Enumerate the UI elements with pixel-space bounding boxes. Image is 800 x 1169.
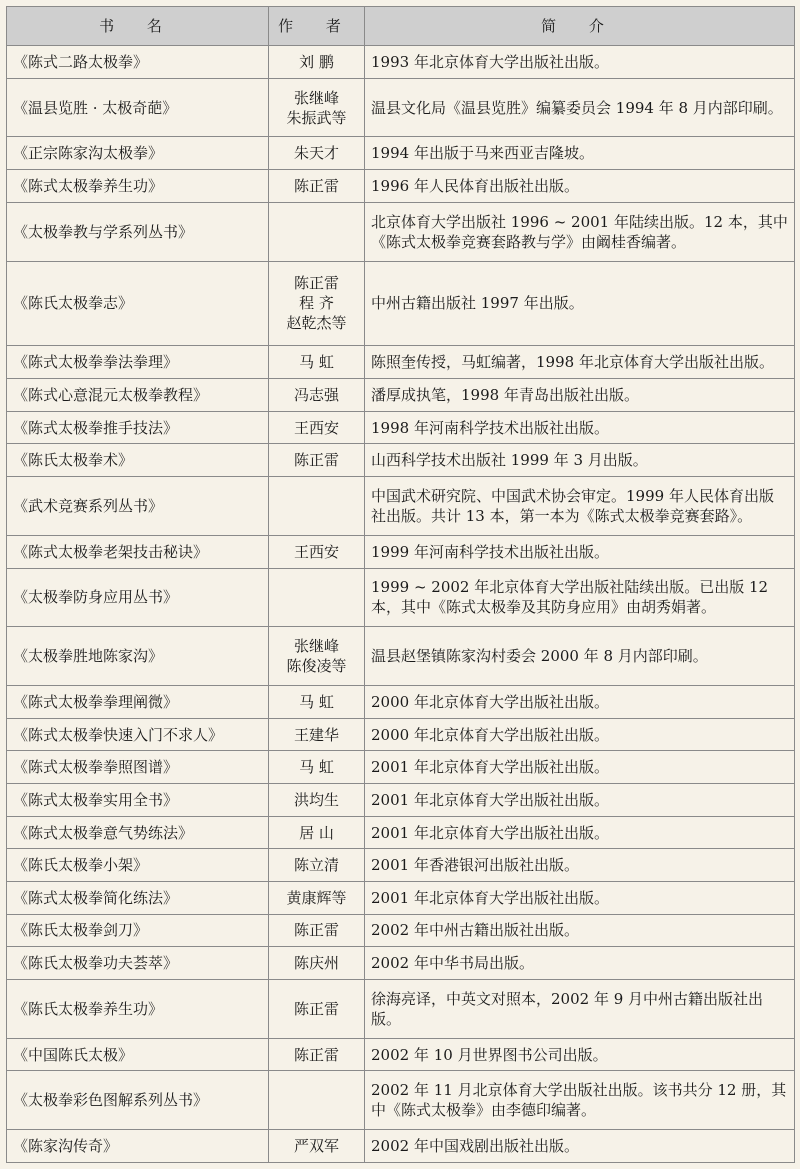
book-author: 陈正雷 [269, 170, 365, 203]
book-title: 《陈式太极拳意气势练法》 [7, 816, 269, 849]
book-title: 《太极拳防身应用丛书》 [7, 568, 269, 627]
book-intro: 北京体育大学出版社 1996 ~ 2001 年陆续出版。12 本，其中《陈式太极拳竞赛套路教与学》由阚桂香编著。 [365, 202, 795, 261]
book-title: 《陈氏太极拳小架》 [7, 849, 269, 882]
header-row [7, 7, 795, 46]
table-row [7, 627, 795, 686]
table-row [7, 816, 795, 849]
table-row [7, 535, 795, 568]
book-title: 《陈式太极拳拳法拳理》 [7, 346, 269, 379]
table-row [7, 1038, 795, 1071]
book-intro: 1999 ~ 2002 年北京体育大学出版社陆续出版。已出版 12 本，其中《陈式太极拳及其防身应用》由胡秀娟著。 [365, 568, 795, 627]
book-title: 《陈式太极拳拳照图谱》 [7, 751, 269, 784]
book-author: 陈庆州 [269, 947, 365, 980]
table-body [7, 46, 795, 1163]
book-intro: 温县文化局《温县览胜》编纂委员会 1994 年 8 月内部印刷。 [365, 78, 795, 137]
table-row [7, 444, 795, 477]
table-row [7, 947, 795, 980]
book-author: 陈正雷 [269, 914, 365, 947]
book-author: 陈正雷 [269, 1038, 365, 1071]
book-table [6, 6, 795, 1163]
book-title: 《中国陈氏太极》 [7, 1038, 269, 1071]
book-author: 张继峰 陈俊凌等 [269, 627, 365, 686]
book-intro: 2000 年北京体育大学出版社出版。 [365, 718, 795, 751]
book-author: 马 虹 [269, 686, 365, 719]
book-author: 陈正雷 [269, 444, 365, 477]
table-row [7, 1071, 795, 1130]
table-row [7, 979, 795, 1038]
table-row [7, 78, 795, 137]
book-title: 《陈氏太极拳剑刀》 [7, 914, 269, 947]
table-row [7, 784, 795, 817]
book-author: 王建华 [269, 718, 365, 751]
table-row [7, 170, 795, 203]
book-intro: 1998 年河南科学技术出版社出版。 [365, 411, 795, 444]
book-author: 洪均生 [269, 784, 365, 817]
table-row [7, 411, 795, 444]
book-author: 黄康辉等 [269, 882, 365, 915]
book-title: 《太极拳教与学系列丛书》 [7, 202, 269, 261]
book-author: 刘 鹏 [269, 46, 365, 79]
header-author: 作 者 [269, 7, 365, 46]
book-intro: 1993 年北京体育大学出版社出版。 [365, 46, 795, 79]
book-title: 《武术竞赛系列丛书》 [7, 477, 269, 536]
header-intro: 简 介 [365, 7, 795, 46]
table-row [7, 477, 795, 536]
book-author: 陈正雷 [269, 979, 365, 1038]
book-author: 张继峰 朱振武等 [269, 78, 365, 137]
book-intro: 2002 年中州古籍出版社出版。 [365, 914, 795, 947]
book-title: 《陈式心意混元太极拳教程》 [7, 379, 269, 412]
book-intro: 2002 年中国戏剧出版社出版。 [365, 1130, 795, 1163]
book-intro: 徐海亮译，中英文对照本，2002 年 9 月中州古籍出版社出版。 [365, 979, 795, 1038]
book-title: 《陈氏太极拳功夫荟萃》 [7, 947, 269, 980]
book-intro: 潘厚成执笔，1998 年青岛出版社出版。 [365, 379, 795, 412]
table-row [7, 686, 795, 719]
table-row [7, 379, 795, 412]
book-intro: 2002 年 10 月世界图书公司出版。 [365, 1038, 795, 1071]
book-author: 马 虹 [269, 751, 365, 784]
book-title: 《陈式太极拳快速入门不求人》 [7, 718, 269, 751]
table-row [7, 882, 795, 915]
book-title: 《陈氏太极拳养生功》 [7, 979, 269, 1038]
book-title: 《陈式太极拳推手技法》 [7, 411, 269, 444]
book-intro: 2001 年北京体育大学出版社出版。 [365, 784, 795, 817]
book-author: 朱天才 [269, 137, 365, 170]
book-author: 陈立清 [269, 849, 365, 882]
book-title: 《陈氏太极拳志》 [7, 261, 269, 346]
table-row [7, 751, 795, 784]
table-row [7, 46, 795, 79]
book-title: 《太极拳胜地陈家沟》 [7, 627, 269, 686]
book-author [269, 568, 365, 627]
book-title: 《陈式太极拳简化练法》 [7, 882, 269, 915]
book-intro: 中州古籍出版社 1997 年出版。 [365, 261, 795, 346]
book-intro: 1999 年河南科学技术出版社出版。 [365, 535, 795, 568]
book-title: 《陈式太极拳拳理阐微》 [7, 686, 269, 719]
book-author: 冯志强 [269, 379, 365, 412]
book-intro: 2002 年中华书局出版。 [365, 947, 795, 980]
book-intro: 温县赵堡镇陈家沟村委会 2000 年 8 月内部印刷。 [365, 627, 795, 686]
book-author: 严双军 [269, 1130, 365, 1163]
book-title: 《太极拳彩色图解系列丛书》 [7, 1071, 269, 1130]
book-author: 陈正雷 程 齐 赵乾杰等 [269, 261, 365, 346]
table-row [7, 346, 795, 379]
book-intro: 2001 年香港银河出版社出版。 [365, 849, 795, 882]
table-row [7, 137, 795, 170]
table-row [7, 261, 795, 346]
book-author: 马 虹 [269, 346, 365, 379]
book-title: 《陈式二路太极拳》 [7, 46, 269, 79]
table-row [7, 718, 795, 751]
table-row [7, 202, 795, 261]
book-title: 《温县览胜 · 太极奇葩》 [7, 78, 269, 137]
table-row [7, 914, 795, 947]
book-title: 《正宗陈家沟太极拳》 [7, 137, 269, 170]
book-title: 《陈家沟传奇》 [7, 1130, 269, 1163]
book-title: 《陈式太极拳老架技击秘诀》 [7, 535, 269, 568]
book-author [269, 477, 365, 536]
book-intro: 山西科学技术出版社 1999 年 3 月出版。 [365, 444, 795, 477]
book-author: 居 山 [269, 816, 365, 849]
table-row [7, 1130, 795, 1163]
book-intro: 2001 年北京体育大学出版社出版。 [365, 882, 795, 915]
book-author: 王西安 [269, 535, 365, 568]
book-intro: 2001 年北京体育大学出版社出版。 [365, 816, 795, 849]
book-intro: 1994 年出版于马来西亚吉隆坡。 [365, 137, 795, 170]
book-title: 《陈式太极拳养生功》 [7, 170, 269, 203]
book-intro: 2001 年北京体育大学出版社出版。 [365, 751, 795, 784]
book-title: 《陈氏太极拳术》 [7, 444, 269, 477]
table-row [7, 568, 795, 627]
book-intro: 1996 年人民体育出版社出版。 [365, 170, 795, 203]
book-author: 王西安 [269, 411, 365, 444]
book-intro: 中国武术研究院、中国武术协会审定。1999 年人民体育出版社出版。共计 13 本，第一本为《陈式太极拳竞赛套路》。 [365, 477, 795, 536]
header-name: 书 名 [7, 7, 269, 46]
book-author [269, 1071, 365, 1130]
book-intro: 陈照奎传授，马虹编著，1998 年北京体育大学出版社出版。 [365, 346, 795, 379]
book-intro: 2000 年北京体育大学出版社出版。 [365, 686, 795, 719]
book-intro: 2002 年 11 月北京体育大学出版社出版。该书共分 12 册，其中《陈式太极拳》由李德印编著。 [365, 1071, 795, 1130]
book-title: 《陈式太极拳实用全书》 [7, 784, 269, 817]
table-row [7, 849, 795, 882]
book-author [269, 202, 365, 261]
